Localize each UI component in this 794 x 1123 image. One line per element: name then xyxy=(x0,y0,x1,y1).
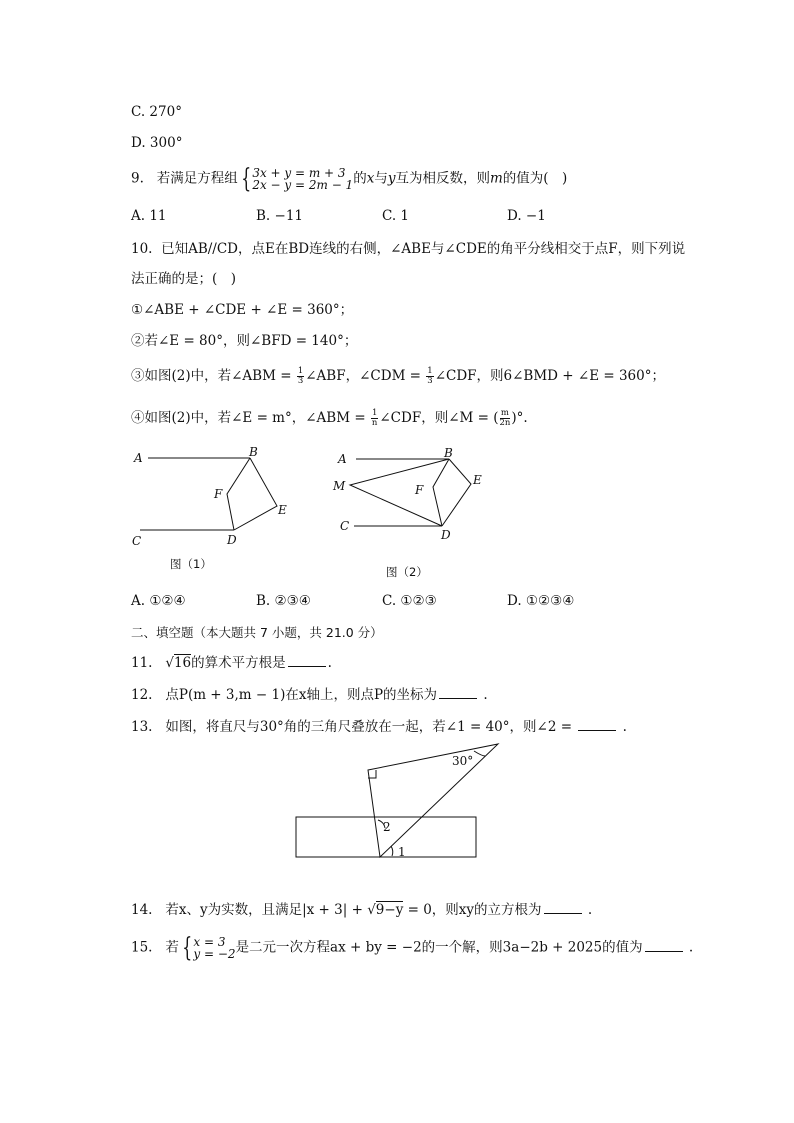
brace-icon: { xyxy=(241,164,252,194)
figure-caption: 图（2） xyxy=(386,565,428,579)
q10-line1 xyxy=(131,240,685,258)
q10-option-d: D. ①②③④ xyxy=(507,593,575,609)
q10-option-a: A. ①②④ xyxy=(131,593,186,609)
q9-text: 的值为( ) xyxy=(502,170,568,187)
numerator: m xyxy=(500,408,509,418)
fraction xyxy=(371,409,378,428)
period: . xyxy=(587,902,593,918)
path-bed xyxy=(442,459,471,526)
answer-blank[interactable] xyxy=(288,654,326,667)
radicand: 9−y xyxy=(375,902,404,918)
q9-stem xyxy=(131,166,567,192)
path-bed xyxy=(234,458,277,530)
statement-text: ∠CDF，则∠M = ( xyxy=(379,410,499,426)
question-number: 15. xyxy=(131,939,153,956)
label-b: B xyxy=(249,445,258,459)
equation-1: x = 3 xyxy=(193,935,226,949)
period: . xyxy=(327,655,332,671)
equation-2: y = −2 xyxy=(193,947,236,961)
label-f: F xyxy=(415,483,424,497)
label-b: B xyxy=(444,446,453,460)
q10-text: 已知AB//CD，点E在BD连线的右侧，∠ABE与∠CDE的角平分线相交于点F，则下列说 xyxy=(161,241,686,257)
angle-30-label: 30° xyxy=(452,754,474,768)
q12-text: 点P(m + 3,m − 1)在x轴上，则点P的坐标为 xyxy=(165,687,438,703)
label-a: A xyxy=(338,452,347,466)
label-d: D xyxy=(227,533,237,547)
sqrt-icon: √ xyxy=(165,655,174,671)
label-f: F xyxy=(214,487,223,501)
path-bfd xyxy=(433,459,449,526)
numerator: 1 xyxy=(427,366,433,376)
q9-option-b: B. −11 xyxy=(256,208,303,224)
equation-1: 3x + y = m + 3 xyxy=(252,166,346,180)
label-c: C xyxy=(340,519,350,533)
question-number: 9. xyxy=(131,170,144,187)
angle-1-label: 1 xyxy=(398,845,406,859)
question-number: 14. xyxy=(131,902,153,918)
period: . xyxy=(622,719,627,735)
question-number: 13. xyxy=(131,719,153,735)
period: . xyxy=(688,939,694,956)
q13-stem xyxy=(131,718,627,736)
numerator: 1 xyxy=(297,366,304,376)
var-x: x xyxy=(366,170,375,187)
q10-figure-1 xyxy=(126,444,296,574)
q14-text: = 0，则xy的立方根为 xyxy=(403,902,542,918)
q15-prefix: 若 xyxy=(165,939,179,956)
denominator: 3 xyxy=(427,376,433,386)
figure-caption: 图（1） xyxy=(170,557,212,571)
q14-stem xyxy=(131,901,592,919)
statement-text: ∠CDF，则6∠BMD + ∠E = 360°； xyxy=(434,368,665,384)
q10-statement-4 xyxy=(131,409,528,428)
q9-prefix: 若满足方程组 xyxy=(156,170,238,187)
question-number: 12. xyxy=(131,687,153,703)
denominator: 2n xyxy=(499,418,511,428)
sqrt-icon: √ xyxy=(367,902,376,918)
q14-text: 若x、y为实数，且满足|x + 3| + xyxy=(165,902,368,918)
question-number: 11. xyxy=(131,655,153,671)
q10-line2: 法正确的是；( ) xyxy=(131,271,237,287)
var-m: m xyxy=(489,170,503,187)
statement-text: ④如图(2)中，若∠E = m°，∠ABM = xyxy=(131,410,370,426)
q10-figure-2 xyxy=(330,444,500,584)
q9-option-d: D. −1 xyxy=(507,208,546,224)
q10-statement-3 xyxy=(131,367,665,386)
numerator: 1 xyxy=(371,408,378,418)
q10-option-c: C. ①②③ xyxy=(382,593,437,609)
answer-blank[interactable] xyxy=(439,686,477,699)
equation-system xyxy=(238,166,353,192)
period: . xyxy=(483,687,488,703)
q10-statement-1: ①∠ABE + ∠CDE + ∠E = 360°； xyxy=(131,302,354,318)
denominator: 3 xyxy=(297,376,304,386)
label-m: M xyxy=(333,479,346,493)
answer-blank[interactable] xyxy=(645,939,683,952)
q12-stem xyxy=(131,686,488,704)
label-d: D xyxy=(441,528,451,542)
equation-2: 2x − y = 2m − 1 xyxy=(252,178,354,192)
q9-option-c: C. 1 xyxy=(382,208,410,224)
q15-text: 是二元一次方程ax + by = −2的一个解，则3a−2b + 2025的值为 xyxy=(235,939,643,956)
answer-blank[interactable] xyxy=(578,718,616,731)
q9-text: 的 xyxy=(353,170,367,187)
q9-option-a: A. 11 xyxy=(131,208,167,224)
statement-text: )°. xyxy=(511,410,528,426)
angle-2-label: 2 xyxy=(383,820,391,834)
angle-arc-1 xyxy=(391,846,393,856)
label-a: A xyxy=(134,451,143,465)
q13-figure xyxy=(290,740,510,865)
brace-icon: { xyxy=(182,933,193,963)
statement-text: ③如图(2)中，若∠ABM = xyxy=(131,368,296,384)
equation-system xyxy=(179,935,236,961)
q11-stem xyxy=(131,654,332,672)
fraction xyxy=(297,367,304,386)
q10-statement-2: ②若∠E = 80°，则∠BFD = 140°； xyxy=(131,333,358,349)
q9-text: 与 xyxy=(374,170,388,187)
label-c: C xyxy=(132,534,142,548)
var-y: y xyxy=(387,170,396,187)
statement-text: ∠ABF，∠CDM = xyxy=(305,368,426,384)
angle-arc-30 xyxy=(474,751,485,756)
question-number: 10. xyxy=(131,241,153,257)
fraction xyxy=(426,367,433,386)
label-e: E xyxy=(473,473,482,487)
path-bfd xyxy=(227,458,250,530)
q9-text: 互为相反数，则 xyxy=(395,170,490,187)
radicand: 16 xyxy=(173,655,192,671)
fraction xyxy=(500,409,511,428)
q8-option-d: D. 300° xyxy=(131,135,183,151)
answer-blank[interactable] xyxy=(544,901,582,914)
q11-text: 的算术平方根是 xyxy=(191,655,286,671)
q10-option-b: B. ②③④ xyxy=(256,593,311,609)
section-heading: 二、填空题（本大题共 7 小题，共 21.0 分） xyxy=(131,625,383,640)
q13-text: 如图，将直尺与30°角的三角尺叠放在一起，若∠1 = 40°，则∠2 = xyxy=(165,719,577,735)
label-e: E xyxy=(278,503,287,517)
q15-stem xyxy=(131,935,693,961)
q8-option-c: C. 270° xyxy=(131,104,182,120)
denominator: n xyxy=(371,418,378,428)
triangle-ruler xyxy=(368,744,498,857)
